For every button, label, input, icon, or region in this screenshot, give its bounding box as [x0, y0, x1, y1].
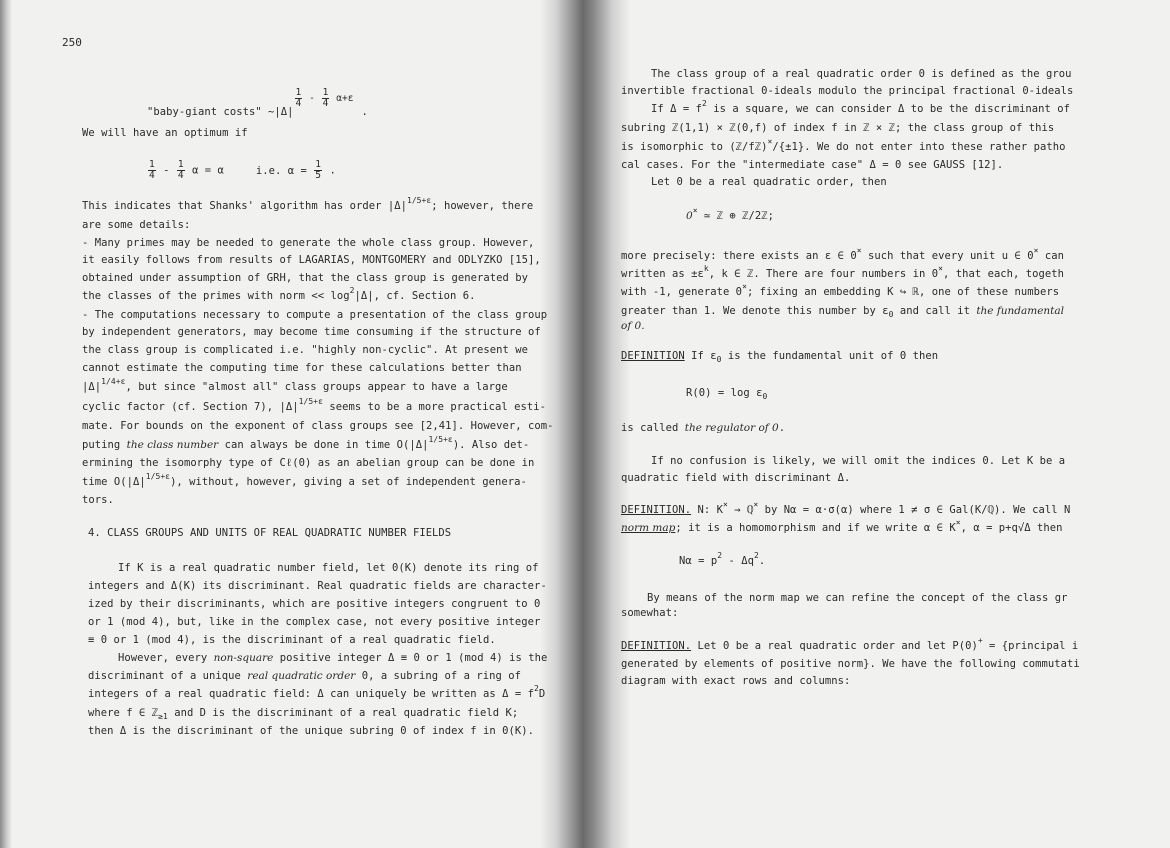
text-line: The class group of a real quadratic order 0 is defined as the grou [651, 68, 1072, 80]
text-line: or 1 (mod 4), but, like in the complex case, not every positive integer [88, 616, 541, 628]
text-line: ≡ 0 or 1 (mod 4), is the discriminant of a real quadratic field. [88, 634, 496, 646]
text-line: time $O(|\Delta|^{1/5+\varepsilon})$, without, however, giving a set of independent genera- [82, 472, 527, 488]
text-line: then Δ is the discriminant of the unique subring 0 of index f in 0(K). [88, 725, 535, 737]
text-line: is called the regulator of 0. [621, 422, 786, 434]
text-line: diagram with exact rows and columns: [621, 675, 851, 687]
formula-units: 0× ≃ ℤ ⊕ ℤ/2ℤ; [686, 206, 775, 222]
text-line: norm map; it is a homomorphism and if we write α ∈ K×, α = p+q√Δ then [621, 518, 1063, 534]
text-line: of 0. [621, 320, 645, 332]
text-line: - Many primes may be needed to generate the whole class group. However, [82, 237, 535, 249]
text-line: written as $\pm\varepsilon^k$, k ∈ ℤ. There are four numbers in 0×, that each, togeth [621, 264, 1065, 280]
text-line: cyclic factor (cf. Section 7), $|\Delta|^{1/5+\varepsilon}$ seems to be a more practical esti- [82, 397, 546, 413]
text-line: If no confusion is likely, we will omit the indices 0. Let K be a [651, 455, 1066, 467]
text-line: ized by their discriminants, which are positive integers congruent to 0 [88, 598, 541, 610]
text-line: If $\Delta = f^2$ is a square, we can consider Δ to be the discriminant of [651, 99, 1071, 115]
formula-baby-giant: "baby-giant costs" ~|Δ| $\frac{1}{4}$ - $\frac{1}{4}$ α+ε. [147, 87, 368, 118]
text-line: greater than 1. We denote this number by $\varepsilon_0$ and call it the fundamental [621, 305, 1065, 319]
text-line: discriminant of a unique real quadratic order 0, a subring of a ring of [88, 670, 521, 682]
text-line: mate. For bounds on the exponent of class groups see [2,41]. However, com- [82, 420, 554, 432]
text-line: more precisely: there exists an ε ∈ 0× such that every unit u ∈ 0× can [621, 246, 1065, 262]
text-line: somewhat: [621, 607, 679, 619]
formula-regulator: $R(0) = \log \varepsilon_0$ [686, 387, 768, 401]
book-gutter-shadow [540, 0, 630, 848]
text-line: the classes of the primes with norm << $\log^2|\Delta|$, cf. Section 6. [82, 286, 476, 302]
formula-optimum: $\frac{1}{4}$ - $\frac{1}{4}$ α = α i.e. α = $\frac{1}{5}$ . [149, 159, 336, 181]
definition-positive-norm: DEFINITION. Let 0 be a real quadratic order and let P(0)+ = {principal i [621, 636, 1079, 652]
text-line: invertible fractional 0-ideals modulo the principal fractional 0-ideals [621, 85, 1074, 97]
definition-fundamental-unit: DEFINITION If $\varepsilon_0$ is the fundamental unit of 0 then [621, 350, 939, 364]
text-line: integers and Δ(K) its discriminant. Real quadratic fields are character- [88, 580, 547, 592]
left-page [14, 0, 554, 848]
page-edge-shadow [0, 0, 12, 848]
text-line: are some details: [82, 219, 191, 231]
text-line: is isomorphic to (ℤ/fℤ)×/{±1}. We do not enter into these rather patho [621, 137, 1066, 153]
section-heading: 4. CLASS GROUPS AND UNITS OF REAL QUADRATIC NUMBER FIELDS [88, 527, 452, 539]
text-line: This indicates that Shanks' algorithm has order $|\Delta|^{1/5+\varepsilon}$; however, there [82, 196, 534, 212]
text-line: the class group is complicated i.e. "highly non-cyclic". At present we [82, 344, 529, 356]
formula-norm: $N\alpha = p^2 - \Delta q^2$. [679, 551, 766, 567]
text-line: generated by elements of positive norm}. We have the following commutati [621, 658, 1080, 670]
text-line: integers of a real quadratic field: Δ can uniquely be written as $\Delta = f^2D$ [88, 684, 546, 700]
text-line: cannot estimate the computing time for these calculations better than [82, 362, 522, 374]
text-line: quadratic field with discriminant Δ. [621, 472, 851, 484]
text-line: tors. [82, 494, 114, 506]
text-line: - The computations necessary to compute a presentation of the class group [82, 309, 548, 321]
page-number: 250 [62, 36, 82, 49]
text-line: where f ∈ ℤ$_{\ge 1}$ and D is the discriminant of a real quadratic field K; [88, 707, 519, 721]
text-line: obtained under assumption of GRH, that the class group is generated by [82, 272, 529, 284]
text-line: If K is a real quadratic number field, let 0(K) denote its ring of [118, 562, 539, 574]
text-line: $|\Delta|^{1/4+\varepsilon}$, but since "almost all" class groups appear to have a large [82, 377, 508, 393]
text-line: by independent generators, may become time consuming if the structure of [82, 326, 541, 338]
text-line: with -1, generate 0×; fixing an embedding K ↪ ℝ, one of these numbers [621, 282, 1060, 298]
text-line: Let 0 be a real quadratic order, then [651, 176, 887, 188]
text-line: it easily follows from results of LAGARIAS, MONTGOMERY and ODLYZKO [15], [82, 254, 541, 266]
text-line: puting the class number can always be done in time $O(|\Delta|^{1/5+\varepsilon})$. Also det- [82, 435, 530, 451]
text-line: However, every non-square positive integer Δ ≡ 0 or 1 (mod 4) is the [118, 652, 548, 664]
text-line: We will have an optimum if [82, 127, 248, 139]
text-line: By means of the norm map we can refine the concept of the class gr [647, 592, 1068, 604]
definition-norm-map: DEFINITION. N: K× → ℚ× by Nα = α·σ(α) where 1 ≠ σ ∈ Gal(K/ℚ). We call N [621, 500, 1071, 516]
text-line: cal cases. For the "intermediate case" Δ = 0 see GAUSS [12]. [621, 159, 1004, 171]
text-line: ermining the isomorphy type of Cℓ(0) as an abelian group can be done in [82, 457, 535, 469]
text-line: subring ℤ(1,1) × ℤ(0,f) of index f in ℤ × ℤ; the class group of this [621, 122, 1055, 134]
right-page [620, 0, 1170, 848]
